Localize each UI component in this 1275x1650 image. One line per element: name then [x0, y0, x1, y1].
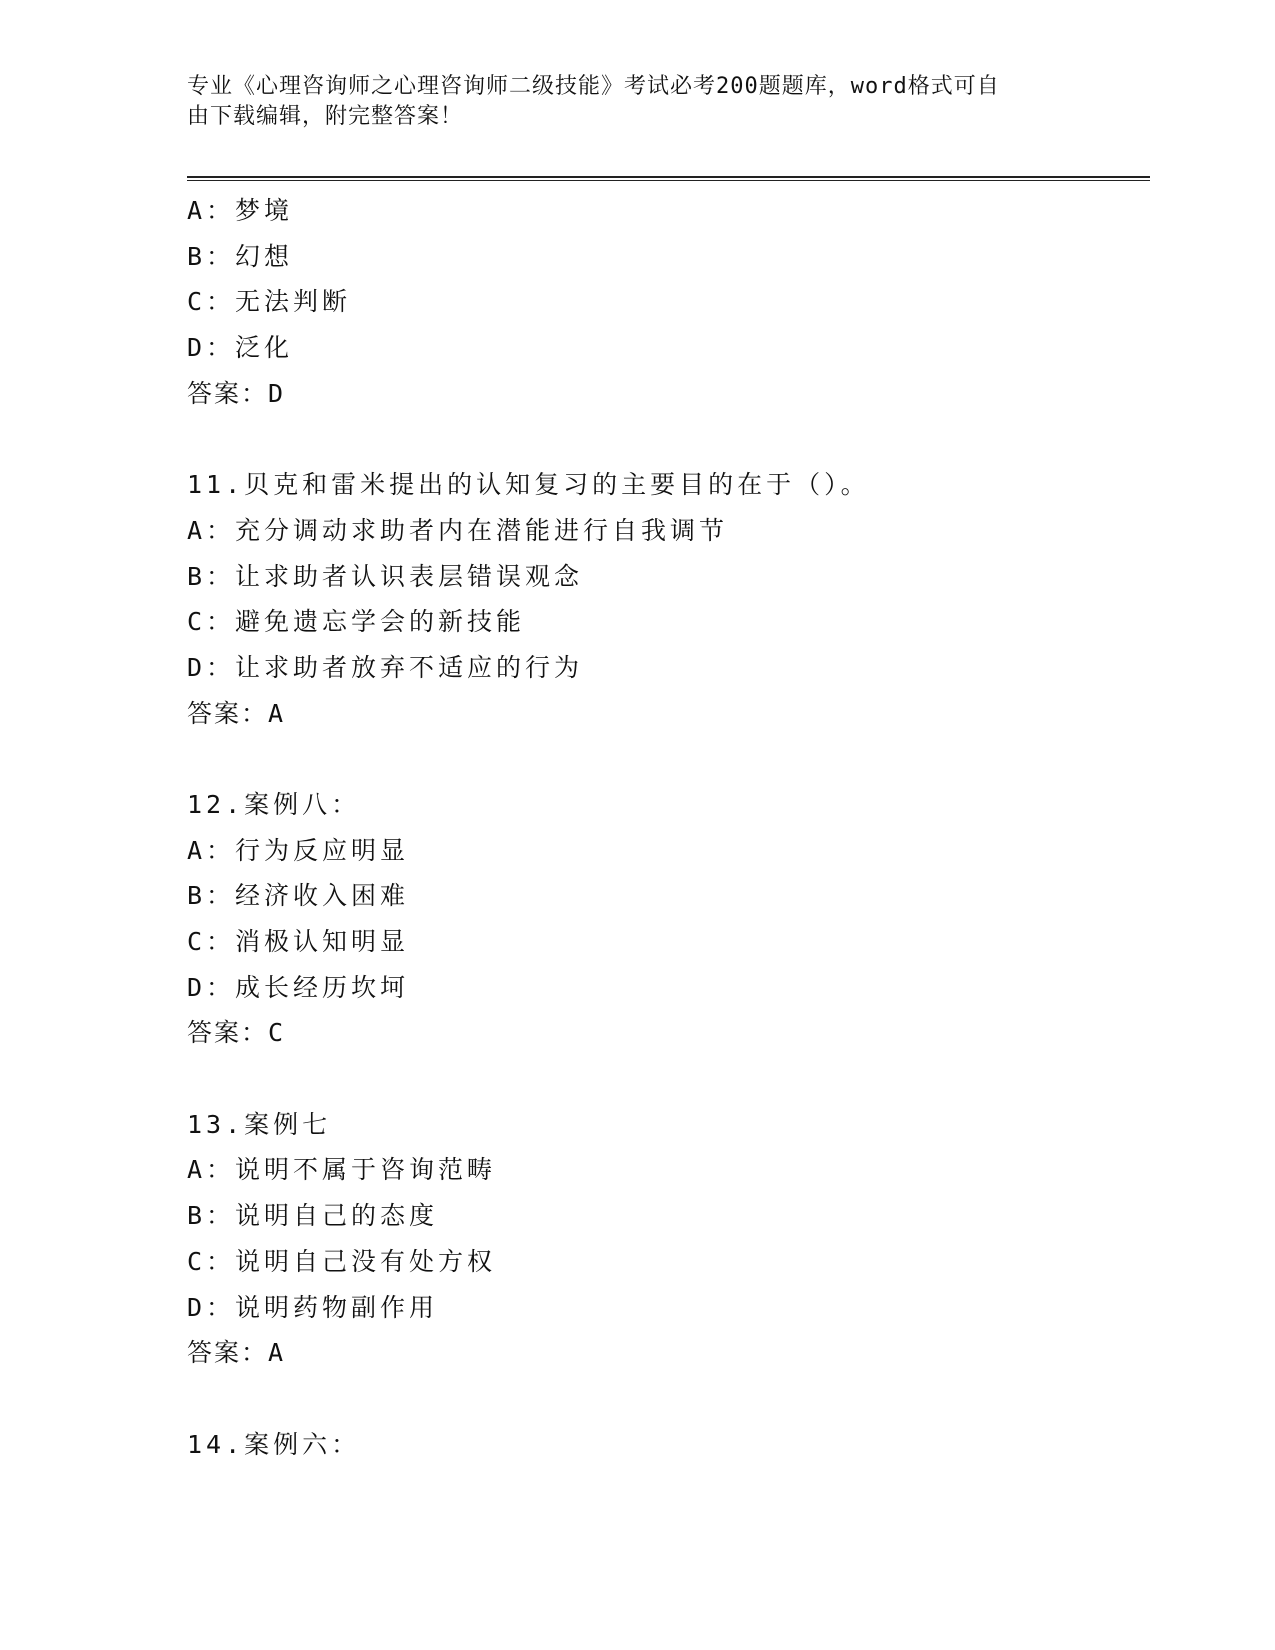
header-line-1: 专业《心理咨询师之心理咨询师二级技能》考试必考200题题库，word格式可自: [187, 74, 1000, 99]
option-d: D：让求助者放弃不适应的行为: [187, 652, 584, 682]
question-list: [187, 188, 1147, 1467]
question-block-14: [187, 1422, 1147, 1468]
question-stem: 11.贝克和雷米提出的认知复习的主要目的在于（）。: [187, 470, 870, 500]
option-d: D：成长经历坎坷: [187, 972, 410, 1002]
question-block-prev: [187, 188, 1147, 416]
option-c: C：说明自己没有处方权: [187, 1246, 497, 1276]
option-d: D：泛化: [187, 333, 294, 363]
answer-line: 答案：C: [187, 1018, 286, 1048]
option-b: B：经济收入困难: [187, 881, 410, 911]
answer-line: 答案：A: [187, 698, 286, 728]
question-block-13: [187, 1102, 1147, 1376]
header-divider: [187, 176, 1150, 181]
document-header: [187, 72, 1087, 132]
option-a: A：梦境: [187, 196, 294, 225]
answer-line: 答案：A: [187, 1338, 286, 1368]
option-c: C：消极认知明显: [187, 927, 410, 956]
option-c: C：无法判断: [187, 287, 352, 317]
option-d: D：说明药物副作用: [187, 1292, 439, 1322]
option-a: A：行为反应明显: [187, 835, 410, 865]
question-stem: 14.案例六：: [187, 1429, 361, 1459]
option-a: A：充分调动求助者内在潜能进行自我调节: [187, 515, 729, 545]
spacer: [187, 416, 1147, 462]
option-a: A：说明不属于咨询范畴: [187, 1155, 497, 1185]
question-block-11: [187, 462, 1147, 736]
header-line-2: 由下载编辑，附完整答案！: [187, 104, 464, 129]
option-b: B：说明自己的态度: [187, 1201, 439, 1231]
option-b: B：让求助者认识表层错误观念: [187, 561, 584, 591]
spacer: [187, 736, 1147, 782]
question-block-12: [187, 782, 1147, 1056]
option-c: C：避免遗忘学会的新技能: [187, 607, 526, 637]
spacer: [187, 1056, 1147, 1102]
answer-line: 答案：D: [187, 378, 286, 408]
question-stem: 13.案例七: [187, 1109, 332, 1139]
spacer: [187, 1376, 1147, 1422]
option-b: B：幻想: [187, 241, 294, 271]
question-stem: 12.案例八：: [187, 789, 361, 819]
